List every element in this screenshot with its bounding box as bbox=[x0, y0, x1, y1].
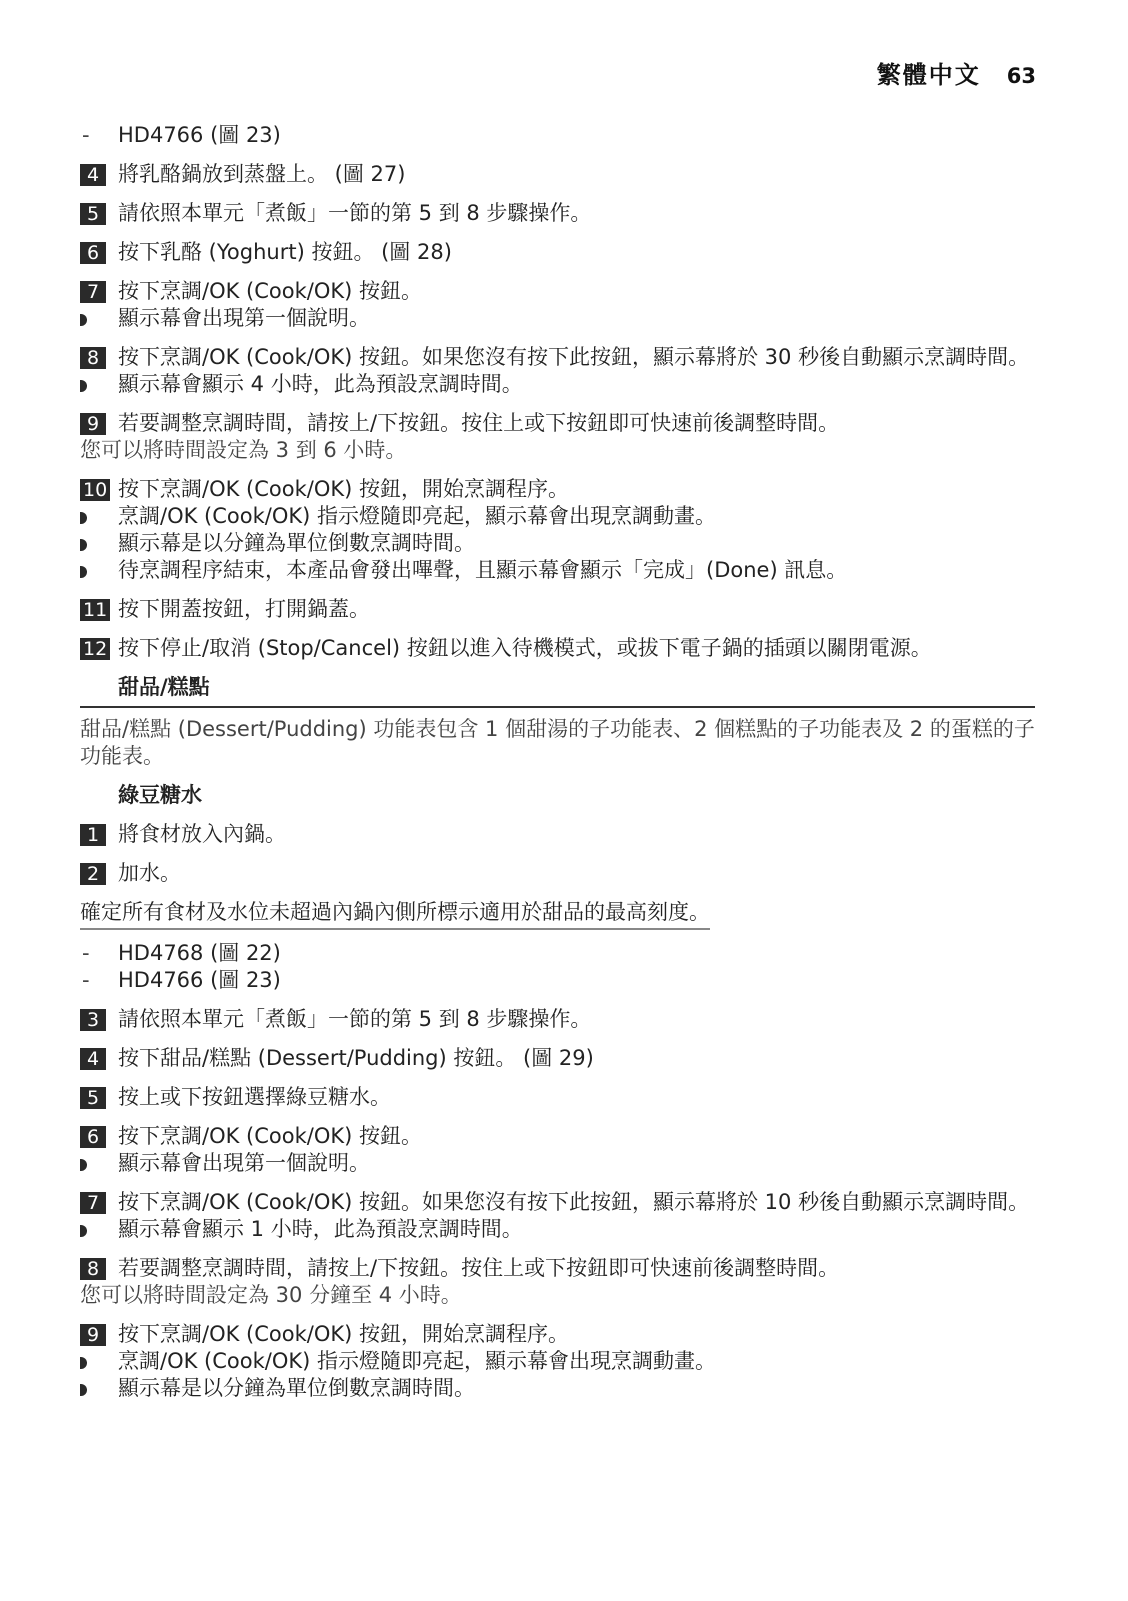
info-note bbox=[80, 437, 1035, 464]
step-item bbox=[80, 821, 1035, 848]
step-text: 請依照本單元「煮飯」一節的第 5 到 8 步驟操作。 bbox=[118, 201, 592, 225]
result-bullet bbox=[80, 305, 1035, 332]
step-text: 按下開蓋按鈕，打開鍋蓋。 bbox=[118, 597, 370, 621]
step-text: 按下烹調/OK (Cook/OK) 按鈕。 bbox=[118, 1124, 423, 1148]
bullet-text: 顯示幕是以分鐘為單位倒數烹調時間。 bbox=[118, 1376, 475, 1400]
dash-text: HD4766 (圖 23) bbox=[118, 968, 281, 992]
bullet-text: 顯示幕會出現第一個說明。 bbox=[118, 1151, 370, 1175]
model-list-item bbox=[80, 967, 1035, 994]
info-note bbox=[80, 1282, 1035, 1309]
step-item bbox=[80, 200, 1035, 227]
step-number-badge: 12 bbox=[80, 638, 110, 660]
instruction-content bbox=[80, 122, 1035, 1402]
step-number-badge: 2 bbox=[80, 863, 106, 885]
step-number-badge: 11 bbox=[80, 599, 110, 621]
bullet-text: 顯示幕會顯示 1 小時，此為預設烹調時間。 bbox=[118, 1217, 523, 1241]
step-number-badge: 4 bbox=[80, 164, 106, 186]
step-item bbox=[80, 635, 1035, 662]
step-item bbox=[80, 860, 1035, 887]
step-text: 按下停止/取消 (Stop/Cancel) 按鈕以進入待機模式，或拔下電子鍋的插頭以關閉電源。 bbox=[118, 636, 932, 660]
step-number-badge: 10 bbox=[80, 479, 110, 501]
dash-text: HD4768 (圖 22) bbox=[118, 941, 281, 965]
step-text: 按下烹調/OK (Cook/OK) 按鈕，開始烹調程序。 bbox=[118, 1322, 570, 1346]
step-number-badge: 7 bbox=[80, 281, 106, 303]
dash-icon: - bbox=[82, 123, 90, 147]
result-bullet bbox=[80, 530, 1035, 557]
step-text: 將乳酪鍋放到蒸盤上。 (圖 27) bbox=[118, 162, 406, 186]
step-number-badge: 1 bbox=[80, 824, 106, 846]
step-item bbox=[80, 344, 1035, 371]
step-text: 按下烹調/OK (Cook/OK) 按鈕。如果您沒有按下此按鈕，顯示幕將於 10 秒後自動顯示烹調時間。 bbox=[118, 1190, 1030, 1214]
step-item bbox=[80, 476, 1035, 503]
caution-note bbox=[80, 899, 1035, 930]
step-item bbox=[80, 1255, 1035, 1282]
language-label: 繁體中文 bbox=[876, 61, 981, 89]
result-bullet bbox=[80, 503, 1035, 530]
step-number-badge: 5 bbox=[80, 1087, 106, 1109]
dash-icon: - bbox=[82, 941, 90, 965]
step-text: 將食材放入內鍋。 bbox=[118, 822, 286, 846]
page-number: 63 bbox=[1006, 64, 1036, 88]
section-heading bbox=[80, 782, 1035, 809]
step-text: 按下烹調/OK (Cook/OK) 按鈕。 bbox=[118, 279, 423, 303]
step-number-badge: 8 bbox=[80, 347, 106, 369]
result-bullet bbox=[80, 557, 1035, 584]
result-bullet bbox=[80, 1216, 1035, 1243]
step-item bbox=[80, 410, 1035, 437]
underlined-text: 確定所有食材及水位未超過內鍋內側所標示適用於甜品的最高刻度。 bbox=[80, 899, 710, 930]
step-number-badge: 9 bbox=[80, 413, 106, 435]
note-text: 甜品/糕點 (Dessert/Pudding) 功能表包含 1 個甜湯的子功能表、2 個糕點的子功能表及 2 的蛋糕的子功能表。 bbox=[80, 717, 1035, 768]
step-item bbox=[80, 278, 1035, 305]
note-text: 您可以將時間設定為 3 到 6 小時。 bbox=[80, 438, 407, 462]
result-bullet bbox=[80, 1348, 1035, 1375]
result-bullet bbox=[80, 371, 1035, 398]
step-text: 按下烹調/OK (Cook/OK) 按鈕。如果您沒有按下此按鈕，顯示幕將於 30 秒後自動顯示烹調時間。 bbox=[118, 345, 1030, 369]
heading-text: 綠豆糖水 bbox=[118, 783, 202, 807]
step-text: 按下甜品/糕點 (Dessert/Pudding) 按鈕。 (圖 29) bbox=[118, 1046, 594, 1070]
dash-text: HD4766 (圖 23) bbox=[118, 123, 281, 147]
note-text: 您可以將時間設定為 30 分鐘至 4 小時。 bbox=[80, 1283, 462, 1307]
step-number-badge: 7 bbox=[80, 1192, 106, 1214]
result-bullet bbox=[80, 1375, 1035, 1402]
model-list-item bbox=[80, 122, 1035, 149]
step-text: 若要調整烹調時間，請按上/下按鈕。按住上或下按鈕即可快速前後調整時間。 bbox=[118, 1256, 840, 1280]
bullet-text: 烹調/OK (Cook/OK) 指示燈隨即亮起，顯示幕會出現烹調動畫。 bbox=[118, 504, 717, 528]
step-item bbox=[80, 1006, 1035, 1033]
section-divider bbox=[80, 706, 1035, 708]
step-text: 按下乳酪 (Yoghurt) 按鈕。 (圖 28) bbox=[118, 240, 452, 264]
step-number-badge: 6 bbox=[80, 242, 106, 264]
step-text: 按下烹調/OK (Cook/OK) 按鈕，開始烹調程序。 bbox=[118, 477, 570, 501]
bullet-text: 顯示幕會出現第一個說明。 bbox=[118, 306, 370, 330]
step-number-badge: 6 bbox=[80, 1126, 106, 1148]
model-list-item bbox=[80, 940, 1035, 967]
dash-icon: - bbox=[82, 968, 90, 992]
bullet-text: 顯示幕是以分鐘為單位倒數烹調時間。 bbox=[118, 531, 475, 555]
step-item bbox=[80, 1123, 1035, 1150]
step-number-badge: 3 bbox=[80, 1009, 106, 1031]
step-item bbox=[80, 596, 1035, 623]
step-text: 加水。 bbox=[118, 861, 181, 885]
bullet-text: 烹調/OK (Cook/OK) 指示燈隨即亮起，顯示幕會出現烹調動畫。 bbox=[118, 1349, 717, 1373]
bullet-text: 顯示幕會顯示 4 小時，此為預設烹調時間。 bbox=[118, 372, 523, 396]
page-header bbox=[877, 55, 1036, 90]
step-item bbox=[80, 161, 1035, 188]
step-item bbox=[80, 239, 1035, 266]
step-item bbox=[80, 1045, 1035, 1072]
step-number-badge: 8 bbox=[80, 1258, 106, 1280]
step-item bbox=[80, 1189, 1035, 1216]
heading-text: 甜品/糕點 bbox=[118, 675, 210, 699]
bullet-text: 待烹調程序結束，本產品會發出嗶聲，且顯示幕會顯示「完成」(Done) 訊息。 bbox=[118, 558, 848, 582]
result-bullet bbox=[80, 1150, 1035, 1177]
step-item bbox=[80, 1084, 1035, 1111]
step-text: 按上或下按鈕選擇綠豆糖水。 bbox=[118, 1085, 391, 1109]
step-text: 請依照本單元「煮飯」一節的第 5 到 8 步驟操作。 bbox=[118, 1007, 592, 1031]
step-text: 若要調整烹調時間，請按上/下按鈕。按住上或下按鈕即可快速前後調整時間。 bbox=[118, 411, 840, 435]
step-number-badge: 9 bbox=[80, 1324, 106, 1346]
info-note bbox=[80, 716, 1035, 770]
step-number-badge: 4 bbox=[80, 1048, 106, 1070]
section-heading bbox=[80, 674, 1035, 701]
step-item bbox=[80, 1321, 1035, 1348]
step-number-badge: 5 bbox=[80, 203, 106, 225]
